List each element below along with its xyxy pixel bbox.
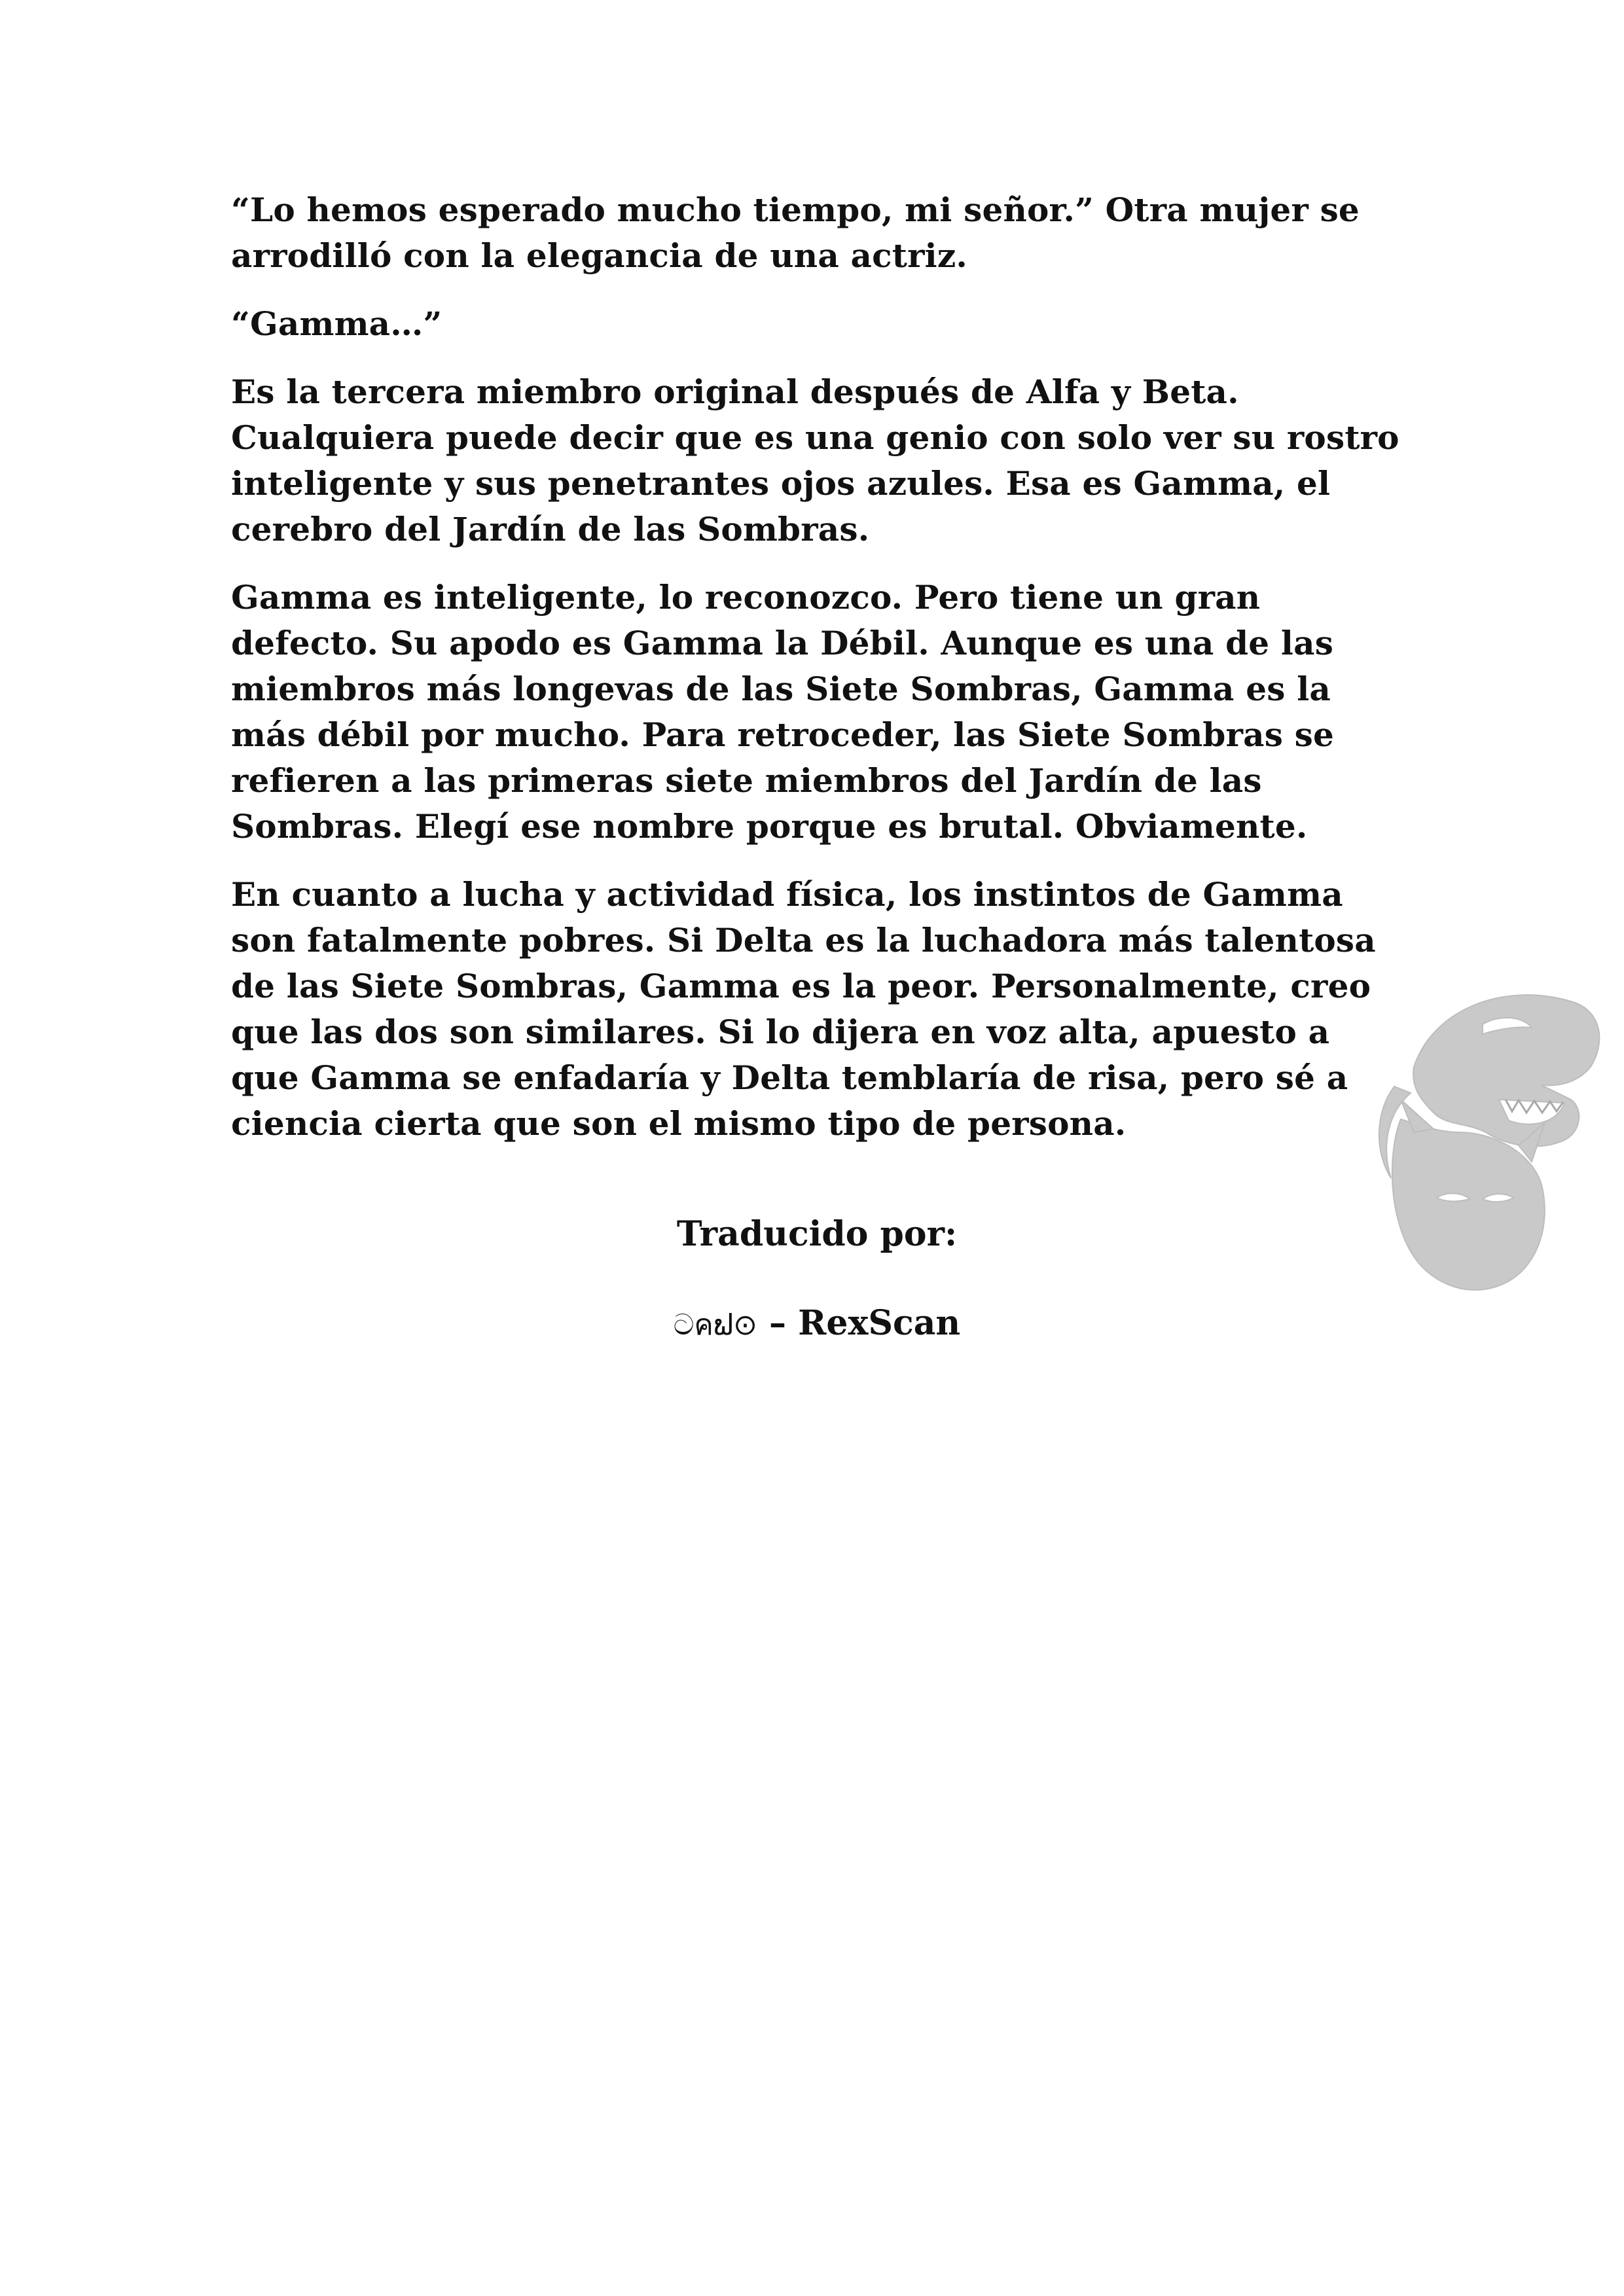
paragraph-4: Gamma es inteligente, lo reconozco. Pero tiene un gran defecto. Su apodo es Gamma la Débil. Aunque es una de las miembros más longevas de las Siete Sombras, Gamma es la más débil por mucho. Para retroceder, las Siete Sombras se refieren a las primeras siete miembros del Jardín de las Sombras. Elegí ese nombre porque es brutal. Obviamente. bbox=[231, 578, 1335, 846]
paragraph-3: Es la tercera miembro original después de Alfa y Beta. Cualquiera puede decir que es una genio con solo ver su rostro inteligente y sus penetrantes ojos azules. Esa es Gamma, el cerebro del Jardín de las Sombras. bbox=[231, 372, 1399, 548]
dinosaur-logo-icon bbox=[1375, 969, 1610, 1309]
credits-label: Traducido por: bbox=[676, 1214, 958, 1254]
body-text bbox=[231, 187, 1403, 1169]
paragraph-2: “Gamma…” bbox=[231, 304, 442, 343]
credits-group: RexScan bbox=[798, 1303, 961, 1343]
credits-separator: – bbox=[757, 1303, 799, 1343]
paragraph-5: En cuanto a lucha y actividad física, los instintos de Gamma son fatalmente pobres. Si Delta es la luchadora más talentosa de las Siete Sombras, Gamma es la peor. Personalmente, creo que las dos son similares. Si lo dijera en voz alta, apuesto a que Gamma se enfadaría y Delta temblaría de risa, pero sé a ciencia cierta que son el mismo tipo de persona. bbox=[231, 875, 1376, 1143]
translator-signature: ටคຟ⊙ bbox=[673, 1308, 757, 1342]
paragraph-1: “Lo hemos esperado mucho tiempo, mi señor.” Otra mujer se arrodilló con la elegancia de una actriz. bbox=[231, 190, 1360, 275]
translation-credits bbox=[231, 1203, 1403, 1383]
credits-translator-line bbox=[231, 1292, 1403, 1357]
